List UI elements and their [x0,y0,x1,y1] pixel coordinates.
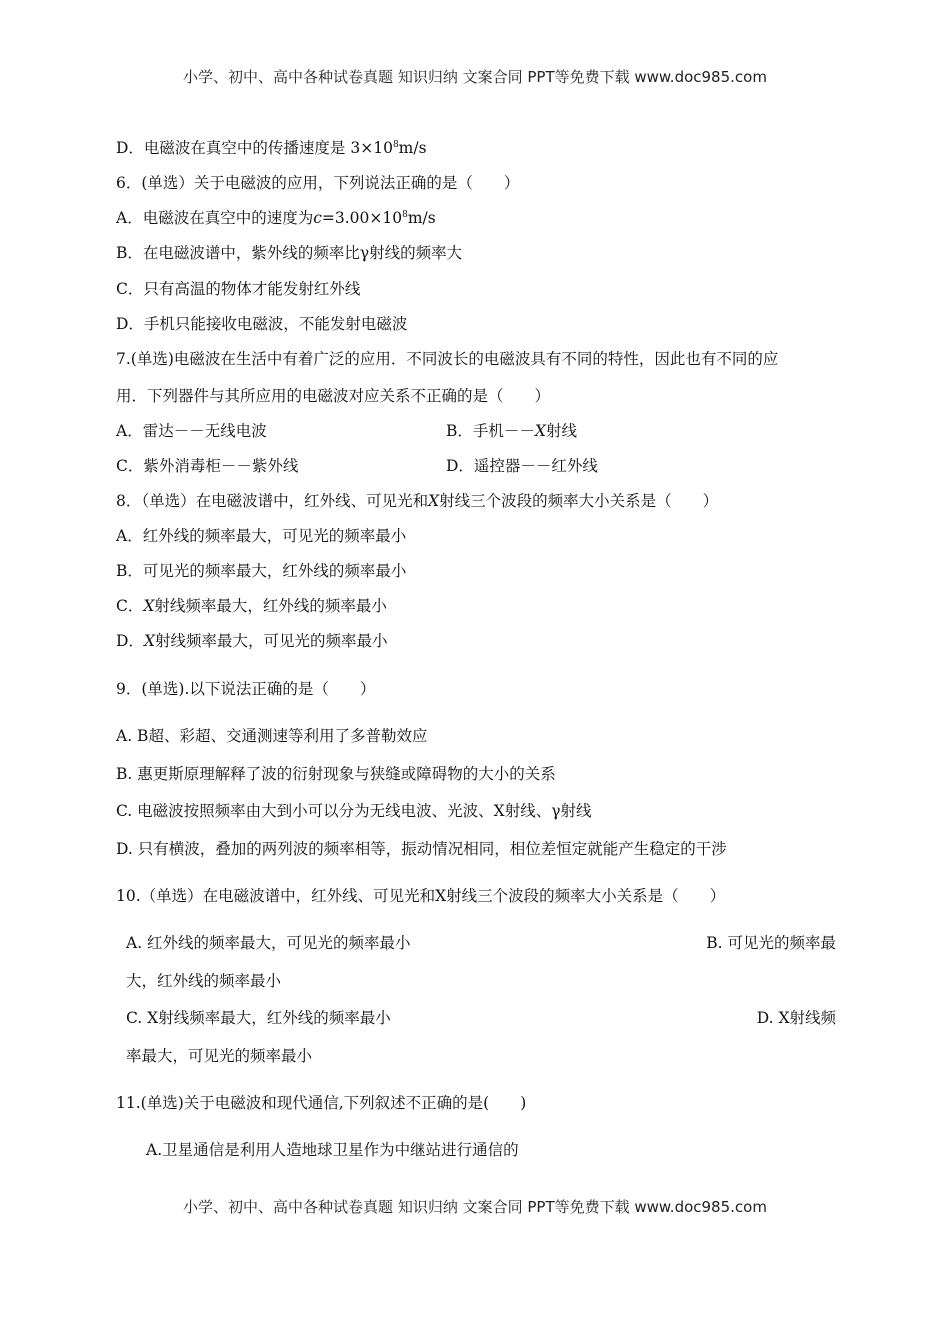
q7-option-d: D．遥控器－－红外线 [446,457,598,475]
q8-option-d: D．X射线频率最大，可见光的频率最小 [116,632,388,650]
q7-option-b: B．手机－－X射线 [446,422,577,440]
q8-stem: 8．（单选）在电磁波谱中，红外线、可见光和X射线三个波段的频率大小关系是（ ） [116,492,719,510]
q8-option-a: A．红外线的频率最大，可见光的频率最小 [116,527,407,545]
q6-option-d: D．手机只能接收电磁波，不能发射电磁波 [116,315,408,333]
page-footer: 小学、初中、高中各种试卷真题 知识归纳 文案合同 PPT等免费下载 www.doc985.com [183,1198,767,1216]
q9-stem: 9．(单选).以下说法正确的是（ ） [116,680,376,698]
page-header: 小学、初中、高中各种试卷真题 知识归纳 文案合同 PPT等免费下载 www.doc985.com [183,68,767,86]
q11-stem: 11.(单选)关于电磁波和现代通信,下列叙述不正确的是( ) [116,1094,527,1112]
q10-option-b-part2: 大，红外线的频率最小 [126,972,282,990]
q6-option-a: A．电磁波在真空中的速度为$c=3.00\times 10^8m/s$ [116,209,436,227]
q11-option-a: A.卫星通信是利用人造地球卫星作为中继站进行通信的 [146,1141,519,1159]
q7-option-a: A．雷达－－无线电波 [116,422,267,440]
q10-stem: 10.（单选）在电磁波谱中，红外线、可见光和X射线三个波段的频率大小关系是（ ） [116,887,726,905]
q7-option-c: C．紫外消毒柜－－紫外线 [116,457,299,475]
q9-option-d: D. 只有横波，叠加的两列波的频率相等，振动情况相同，相位差恒定就能产生稳定的干涉 [116,840,727,858]
q5-option-d: D．电磁波在真空中的传播速度是 $3\times 10^8m/s$ [116,139,427,157]
q7-stem-line2: 用．下列器件与其所应用的电磁波对应关系不正确的是（ ） [116,387,551,405]
q10-option-d-part2: 率最大，可见光的频率最小 [126,1047,313,1065]
q6-stem: 6．(单选）关于电磁波的应用，下列说法正确的是（ ） [116,174,520,192]
q9-option-c: C. 电磁波按照频率由大到小可以分为无线电波、光波、X射线、γ射线 [116,802,592,820]
q7-stem-line1: 7.(单选)电磁波在生活中有着广泛的应用．不同波长的电磁波具有不同的特性，因此也有不同的应 [116,350,779,368]
q9-option-a: A. B超、彩超、交通测速等利用了多普勒效应 [116,727,428,745]
q6-option-b: B．在电磁波谱中，紫外线的频率比γ射线的频率大 [116,244,463,262]
q8-option-c: C．X射线频率最大，红外线的频率最小 [116,597,387,615]
q10-option-a: A. 红外线的频率最大，可见光的频率最小 [126,934,411,952]
q10-option-d-part1: D. X射线频 [756,1009,836,1027]
q10-option-b-part1: B. 可见光的频率最 [706,934,836,952]
q10-option-c: C. X射线频率最大，红外线的频率最小 [126,1009,391,1027]
q8-option-b: B．可见光的频率最大，红外线的频率最小 [116,562,407,580]
q6-option-c: C．只有高温的物体才能发射红外线 [116,280,361,298]
q9-option-b: B. 惠更斯原理解释了波的衍射现象与狭缝或障碍物的大小的关系 [116,765,556,783]
